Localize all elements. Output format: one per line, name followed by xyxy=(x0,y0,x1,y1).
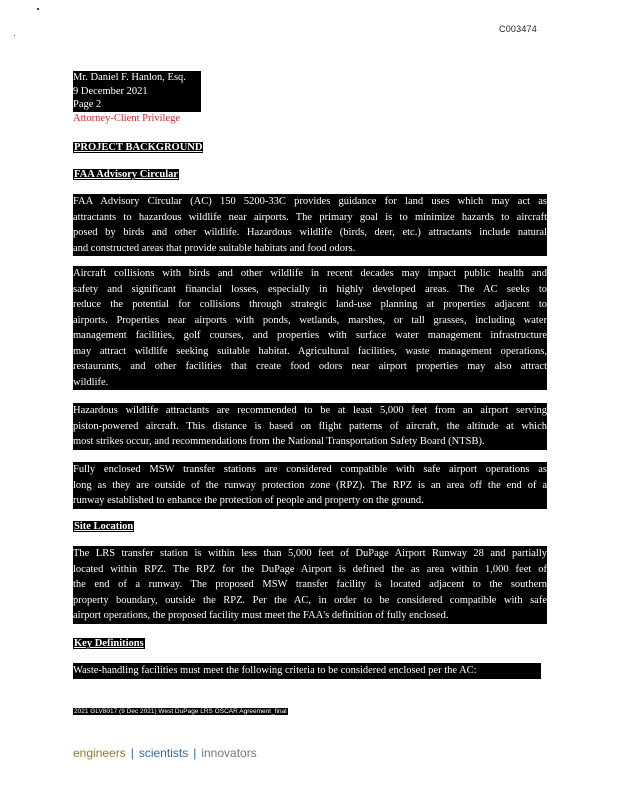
text-line: most strikes occur, and recommendations from the National Transportation Safety Board (NTSB). xyxy=(73,434,547,450)
letter-header xyxy=(73,71,201,112)
paragraph-faa-2 xyxy=(73,266,547,390)
text-line: attractants to hazardous wildlife near airports. The primary goal is to minimize hazards to aircraft xyxy=(73,210,547,226)
text-line: Waste-handling facilities must meet the following criteria to be considered enclosed per the AC: xyxy=(73,663,541,679)
text-line: management facilities, golf courses, and properties with surface water management infrastructure xyxy=(73,328,547,344)
text-line: restaurants, and other facilities that create food odors near airport properties may also attract xyxy=(73,359,547,375)
tagline-separator: | xyxy=(130,746,134,760)
tagline-innovators: innovators xyxy=(201,746,257,760)
paragraph-key-definitions xyxy=(73,663,541,679)
footer-file-name: 2021 GLV8017 (9 Dec 2021) West DuPage LRS OSCAR Agreement_final xyxy=(74,708,287,715)
text-line: reduce the potential for collisions through strategic land-use planning at properties adjacent to xyxy=(73,297,547,313)
text-line: the end of a runway. The proposed MSW transfer facility is located adjacent to the southern xyxy=(73,577,547,593)
privilege-notice: Attorney-Client Privilege xyxy=(73,113,181,124)
letter-date: 9 December 2021 xyxy=(73,85,201,99)
text-line: wildlife. xyxy=(73,375,547,391)
paragraph-site-location xyxy=(73,546,547,624)
text-line: long as they are outside of the runway protection zone (RPZ). The RPZ is an area off the end of a xyxy=(73,478,547,494)
text-line: FAA Advisory Circular (AC) 150 5200-33C provides guidance for land uses which may act as xyxy=(73,194,547,210)
text-line: Fully enclosed MSW transfer stations are considered compatible with safe airport operations as xyxy=(73,462,547,478)
company-tagline xyxy=(73,746,257,760)
paragraph-faa-1 xyxy=(73,194,547,256)
page-number: Page 2 xyxy=(73,98,201,112)
text-line: airports. Properties near airports with ponds, wetlands, marshes, or tall grasses, including water xyxy=(73,313,547,329)
heading-site-location: Site Location xyxy=(74,521,134,532)
scan-speck xyxy=(37,8,39,10)
heading-key-definitions: Key Definitions xyxy=(74,638,144,649)
paragraph-faa-4 xyxy=(73,462,547,509)
text-line: The LRS transfer station is within less than 5,000 feet of DuPage Airport Runway 28 and partially xyxy=(73,546,547,562)
text-line: airport operations, the proposed facility must meet the FAA's definition of fully enclosed. xyxy=(73,608,547,624)
text-line: Aircraft collisions with birds and other wildlife in recent decades may impact public health and xyxy=(73,266,547,282)
tagline-separator: | xyxy=(193,746,197,760)
scan-speck xyxy=(14,35,15,36)
text-line: safety and significant financial losses, especially in highly developed areas. The AC seeks to xyxy=(73,282,547,298)
text-line: and constructed areas that provide suitable habitats and food odors. xyxy=(73,241,547,257)
tagline-scientists: scientists xyxy=(138,746,189,760)
section-title-project-background: PROJECT BACKGROUND xyxy=(74,142,203,153)
text-line: Hazardous wildlife attractants are recommended to be at least 5,000 feet from an airport serving xyxy=(73,403,547,419)
paragraph-faa-3 xyxy=(73,403,547,450)
text-line: runway established to enhance the protection of people and property on the ground. xyxy=(73,493,547,509)
recipient-name: Mr. Daniel F. Hanlon, Esq. xyxy=(73,71,201,85)
text-line: located within RPZ. The RPZ for the DuPage Airport is defined the as area within 1,000 feet of xyxy=(73,562,547,578)
text-line: property boundary, outside the RPZ. Per the AC, in order to be considered compatible with safe xyxy=(73,593,547,609)
text-line: posed by birds and other wildlife. Hazardous wildlife (birds, deer, etc.) attractants include natural xyxy=(73,225,547,241)
tagline-engineers: engineers xyxy=(73,746,126,760)
text-line: piston-powered aircraft. This distance is based on flight patterns of aircraft, the altitude at which xyxy=(73,419,547,435)
document-id: C003474 xyxy=(499,24,537,34)
heading-faa-advisory-circular: FAA Advisory Circular xyxy=(74,169,179,180)
text-line: may attract wildlife seeking suitable habitat. Agricultural facilities, waste management operations, xyxy=(73,344,547,360)
